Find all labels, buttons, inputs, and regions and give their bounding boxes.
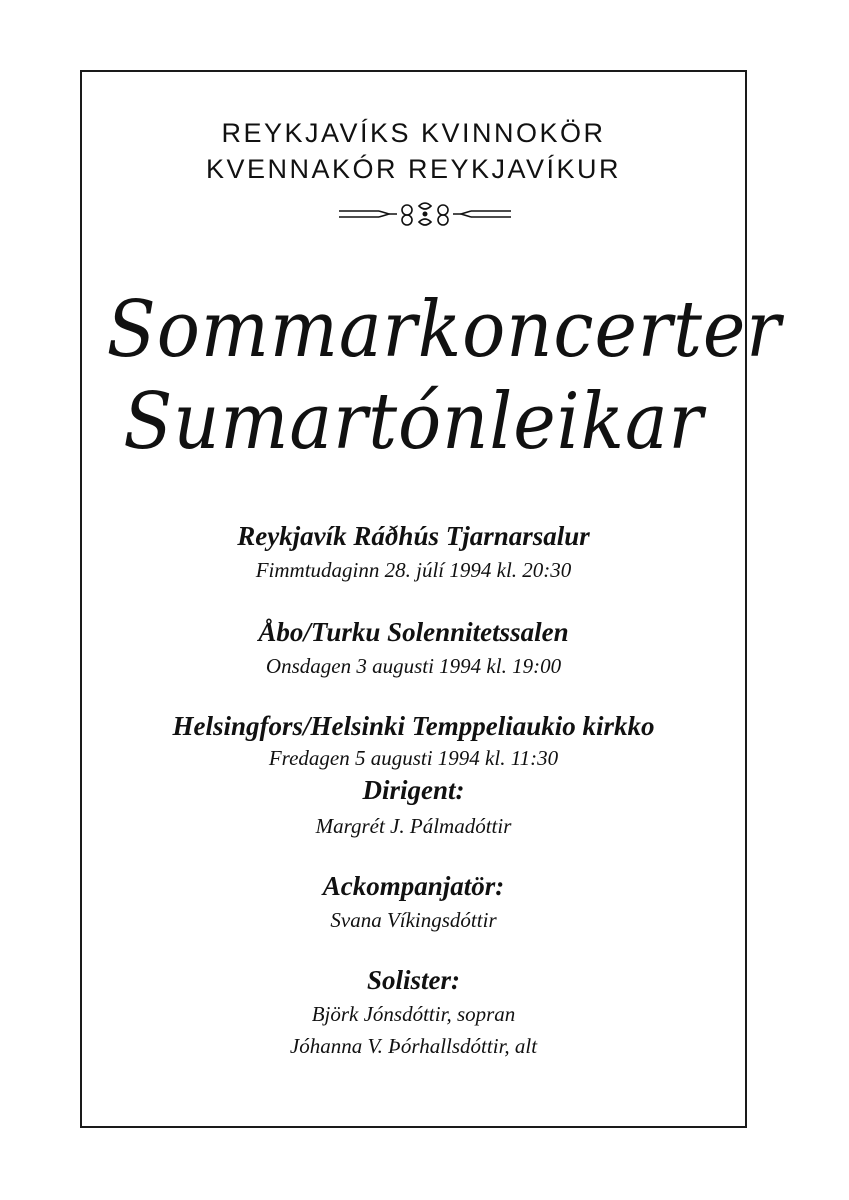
choir-name-swedish: REYKJAVÍKS KVINNOKÖR [221, 118, 606, 148]
conductor-name: Margrét J. Pálmadóttir [315, 814, 512, 838]
date-helsinki: Fredagen 5 augusti 1994 kl. 11:30 [268, 746, 559, 770]
title-icelandic: Sumartónleikar [123, 377, 704, 467]
title-swedish: Sommarkoncerter [106, 285, 782, 375]
venue-reykjavik: Reykjavík Ráðhús Tjarnarsalur [237, 521, 590, 551]
ornament-divider-icon [335, 198, 515, 232]
venue-helsinki: Helsingfors/Helsinki Temppeliaukio kirkko [172, 711, 655, 741]
choir-name-icelandic: KVENNAKÓR REYKJAVÍKUR [205, 154, 622, 184]
date-reykjavik: Fimmtudaginn 28. júlí 1994 kl. 20:30 [255, 558, 572, 582]
soloists-label: Solister: [366, 965, 460, 995]
soloist-1: Björk Jónsdóttir, sopran [311, 1002, 516, 1026]
venue-turku: Åbo/Turku Solennitetssalen [258, 617, 569, 647]
accompanist-label: Ackompanjatör: [322, 871, 505, 901]
soloist-2: Jóhanna V. Þórhallsdóttir, alt [289, 1034, 538, 1058]
conductor-label: Dirigent: [362, 775, 465, 805]
date-turku: Onsdagen 3 augusti 1994 kl. 19:00 [265, 654, 562, 678]
accompanist-name: Svana Víkingsdóttir [330, 908, 497, 932]
